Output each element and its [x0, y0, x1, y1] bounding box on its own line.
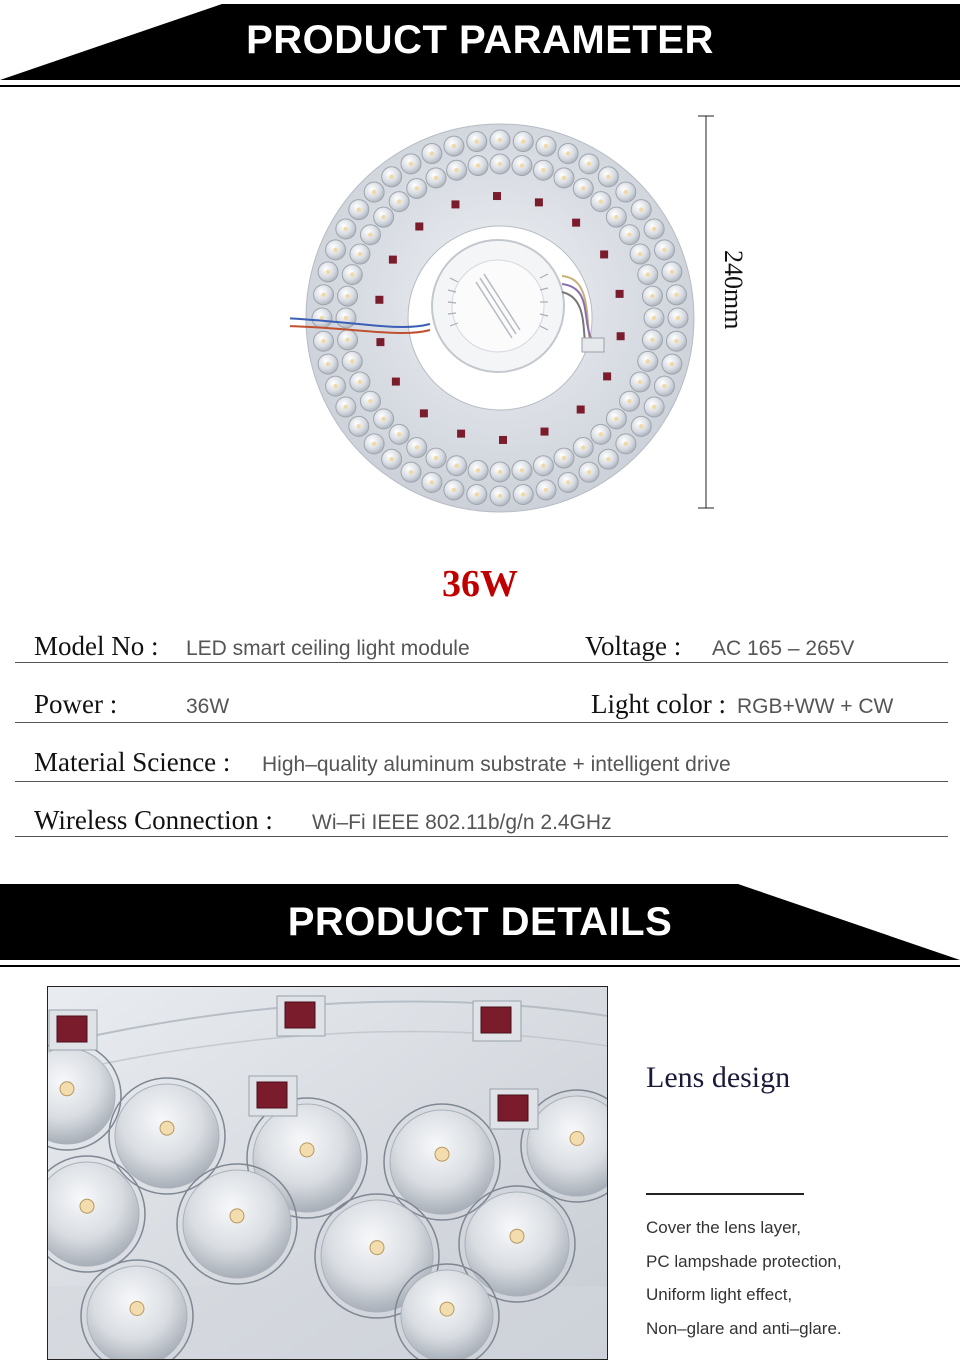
led-chip-dot	[606, 175, 610, 179]
rgb-chip	[498, 1095, 528, 1121]
section-banner-details	[0, 884, 960, 970]
led-chip-dot	[381, 215, 385, 219]
spec-value-power: 36W	[186, 695, 230, 718]
rgb-chip	[616, 290, 624, 298]
section-title-details: PRODUCT DETAILS	[287, 900, 673, 944]
led-chip-dot	[638, 252, 642, 256]
rgb-chip	[617, 332, 625, 340]
led-chip-dot	[652, 227, 656, 231]
led-chip-dot	[476, 468, 480, 472]
led-chip-dot	[333, 248, 337, 252]
lens-feature-line: PC lampshade protection,	[646, 1252, 842, 1271]
section-banner-parameter	[0, 0, 960, 90]
led-chip-dot	[345, 294, 349, 298]
rgb-chip	[541, 428, 549, 436]
led-chip-dot	[415, 445, 419, 449]
rgb-chip	[389, 256, 397, 264]
led-emitter	[130, 1302, 144, 1316]
led-chip-dot	[646, 359, 650, 363]
led-chip-dot	[397, 199, 401, 203]
led-emitter	[80, 1199, 94, 1213]
led-chip-dot	[344, 227, 348, 231]
rgb-chip	[577, 406, 585, 414]
led-chip-dot	[544, 144, 548, 148]
led-chip-dot	[358, 252, 362, 256]
wattage-caption: 36W	[442, 563, 518, 605]
led-chip-dot	[566, 151, 570, 155]
led-chip-dot	[599, 199, 603, 203]
led-chip-dot	[581, 186, 585, 190]
led-chip-dot	[326, 362, 330, 366]
section-title-parameter: PRODUCT PARAMETER	[246, 18, 714, 62]
led-chip-dot	[646, 272, 650, 276]
spec-divider	[15, 781, 948, 782]
spec-value-light-color: RGB+WW + CW	[737, 695, 894, 718]
dimension-label: 240mm	[719, 250, 748, 330]
led-chip-dot	[409, 470, 413, 474]
spec-label-model: Model No :	[34, 631, 159, 661]
led-chip-dot	[562, 176, 566, 180]
rgb-chip	[375, 296, 383, 304]
led-chip-dot	[357, 424, 361, 428]
rgb-chip	[257, 1082, 287, 1108]
spec-divider	[15, 662, 948, 663]
lens-dome	[115, 1084, 219, 1188]
led-chip-dot	[624, 442, 628, 446]
lens-feature-line: Cover the lens layer,	[646, 1218, 801, 1237]
led-chip-dot	[389, 457, 393, 461]
led-chip-dot	[321, 339, 325, 343]
led-chip-dot	[674, 293, 678, 297]
led-chip-dot	[498, 138, 502, 142]
lens-feature-line: Non–glare and anti–glare.	[646, 1319, 842, 1338]
led-chip-dot	[415, 186, 419, 190]
led-chip-dot	[397, 432, 401, 436]
led-chip-dot	[541, 168, 545, 172]
led-chip-dot	[475, 492, 479, 496]
led-chip-dot	[562, 456, 566, 460]
led-chip-dot	[372, 442, 376, 446]
wire-connector	[582, 338, 604, 352]
rgb-chip	[392, 378, 400, 386]
led-chip-dot	[452, 488, 456, 492]
led-emitter	[230, 1209, 244, 1223]
led-chip-dot	[321, 293, 325, 297]
rgb-chip	[481, 1007, 511, 1033]
led-chip-dot	[587, 470, 591, 474]
led-emitter	[570, 1132, 584, 1146]
led-chip-dot	[430, 151, 434, 155]
led-chip-dot	[381, 417, 385, 421]
led-chip-dot	[372, 190, 376, 194]
led-chip-dot	[452, 144, 456, 148]
led-chip-dot	[368, 233, 372, 237]
led-chip-dot	[344, 405, 348, 409]
led-chip-dot	[498, 494, 502, 498]
spec-divider	[15, 836, 948, 837]
led-chip-dot	[454, 168, 458, 172]
spec-value-voltage: AC 165 – 265V	[712, 637, 855, 660]
led-chip-dot	[368, 399, 372, 403]
led-ring-module-image	[290, 108, 710, 528]
led-chip-dot	[662, 248, 666, 252]
led-emitter	[160, 1121, 174, 1135]
rgb-chip	[535, 198, 543, 206]
led-chip-dot	[624, 190, 628, 194]
led-chip-dot	[389, 175, 393, 179]
led-chip-dot	[650, 294, 654, 298]
led-chip-dot	[409, 162, 413, 166]
led-chip-dot	[430, 480, 434, 484]
led-chip-dot	[357, 207, 361, 211]
lens-dome	[183, 1170, 291, 1278]
led-chip-dot	[434, 176, 438, 180]
led-chip-dot	[581, 445, 585, 449]
rgb-chip	[415, 222, 423, 230]
led-chip-dot	[350, 359, 354, 363]
led-chip-dot	[520, 163, 524, 167]
rgb-chip	[600, 250, 608, 258]
rgb-chip	[499, 436, 507, 444]
spec-label-voltage: Voltage :	[585, 631, 682, 661]
led-chip-dot	[587, 162, 591, 166]
led-chip-dot	[606, 457, 610, 461]
led-chip-dot	[521, 492, 525, 496]
spec-label-material: Material Science :	[34, 747, 231, 777]
rgb-chip	[420, 409, 428, 417]
led-emitter	[435, 1147, 449, 1161]
spec-label-wireless: Wireless Connection :	[34, 805, 273, 835]
led-chip-dot	[326, 270, 330, 274]
spec-divider	[15, 722, 948, 723]
led-chip-dot	[344, 316, 348, 320]
lens-closeup-image	[47, 986, 608, 1360]
lens-dome	[465, 1192, 569, 1296]
led-emitter	[300, 1143, 314, 1157]
led-chip-dot	[670, 270, 674, 274]
led-chip-dot	[599, 432, 603, 436]
led-chip-dot	[638, 380, 642, 384]
led-chip-dot	[544, 488, 548, 492]
rgb-chip	[603, 372, 611, 380]
lens-feature-line: Uniform light effect,	[646, 1285, 793, 1304]
led-chip-dot	[676, 316, 680, 320]
rgb-chip	[457, 430, 465, 438]
led-chip-dot	[614, 417, 618, 421]
led-emitter	[440, 1302, 454, 1316]
led-chip-dot	[652, 316, 656, 320]
led-emitter	[510, 1229, 524, 1243]
led-chip-dot	[627, 233, 631, 237]
led-chip-dot	[670, 362, 674, 366]
rgb-chip	[572, 219, 580, 227]
led-chip-dot	[454, 464, 458, 468]
led-chip-dot	[476, 163, 480, 167]
spec-value-model: LED smart ceiling light module	[186, 637, 470, 660]
led-chip-dot	[614, 215, 618, 219]
rgb-chip	[451, 200, 459, 208]
spec-value-material: High–quality aluminum substrate + intelligent drive	[262, 753, 731, 776]
led-chip-dot	[498, 470, 502, 474]
led-chip-dot	[639, 424, 643, 428]
led-chip-dot	[350, 272, 354, 276]
led-chip-dot	[566, 480, 570, 484]
led-chip-dot	[521, 139, 525, 143]
led-chip-dot	[498, 162, 502, 166]
spec-label-light-color: Light color :	[591, 689, 726, 719]
led-chip-dot	[320, 316, 324, 320]
driver-unit	[432, 240, 564, 372]
lens-title-underline	[646, 1193, 804, 1195]
spec-value-wireless: Wi–Fi IEEE 802.11b/g/n 2.4GHz	[312, 811, 612, 834]
led-chip-dot	[475, 139, 479, 143]
led-emitter	[60, 1082, 74, 1096]
led-chip-dot	[639, 207, 643, 211]
led-chip-dot	[541, 464, 545, 468]
lens-design-title: Lens design	[646, 1061, 791, 1094]
spec-label-power: Power :	[34, 689, 118, 719]
led-chip-dot	[650, 338, 654, 342]
lens-dome	[390, 1110, 494, 1214]
rgb-chip	[57, 1016, 87, 1042]
led-chip-dot	[358, 380, 362, 384]
rgb-chip	[285, 1002, 315, 1028]
rgb-chip	[376, 338, 384, 346]
led-chip-dot	[674, 339, 678, 343]
rgb-chip	[493, 192, 501, 200]
led-emitter	[370, 1241, 384, 1255]
led-chip-dot	[652, 405, 656, 409]
led-chip-dot	[333, 384, 337, 388]
dimension-line	[696, 112, 716, 512]
led-chip-dot	[345, 338, 349, 342]
led-chip-dot	[662, 384, 666, 388]
led-chip-dot	[627, 399, 631, 403]
led-chip-dot	[520, 468, 524, 472]
led-chip-dot	[434, 456, 438, 460]
